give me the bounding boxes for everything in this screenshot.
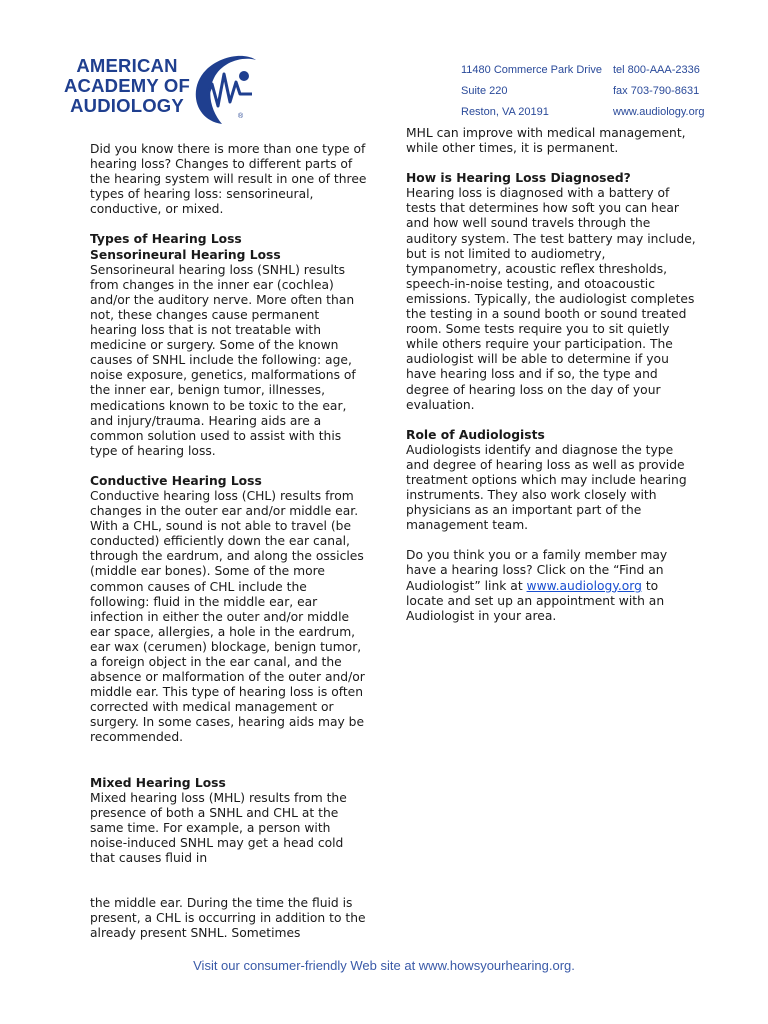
address-line: Reston, VA 20191 (461, 106, 549, 118)
cta-text: Do you think you or a family member may have a hearing loss? Click on the “Find an Audiologist” link at (406, 548, 668, 593)
soundwave-logo-icon (192, 54, 258, 126)
call-to-action-paragraph (406, 548, 696, 623)
diagnosis-heading: How is Hearing Loss Diagnosed? (406, 171, 631, 186)
intro-paragraph: Did you know there is more than one type of hearing loss? Changes to different parts of the hearing system will result in one of three types of hearing loss: sensorineural, conductive, or mixed. (90, 142, 367, 217)
snhl-heading: Sensorineural Hearing Loss (90, 247, 281, 262)
left-column (90, 142, 370, 941)
organization-logo (52, 56, 252, 124)
logo-trademark: ® (238, 113, 244, 120)
right-column (406, 126, 696, 624)
footer-banner: Visit our consumer-friendly Web site at www.howsyourhearing.org. (193, 958, 575, 973)
mhl-heading: Mixed Hearing Loss (90, 775, 226, 790)
mhl-continuation: MHL can improve with medical management, while other times, it is permanent. (406, 126, 686, 156)
fax-number: fax 703-790-8631 (613, 85, 700, 97)
mhl-paragraph-continued: the middle ear. During the time the fluid is present, a CHL is occurring in addition to the already present SNHL. Sometimes (90, 896, 366, 941)
logo-wordmark (52, 56, 202, 116)
audiology-website-link[interactable]: www.audiology.org (526, 578, 642, 593)
snhl-paragraph: Sensorineural hearing loss (SNHL) results from changes in the inner ear (cochlea) and/or the auditory nerve. More often than not, these changes cause permanent hearing loss that is not treatable with medicine or surgery. Some of the known causes of SNHL include the following: age, noise exposure, genetics, malformations of the inner ear, benign tumor, illnesses, medications known to be toxic to the ear, and injury/trauma. Hearing aids are a common solution used to assist with this type of hearing loss. (90, 262, 356, 458)
role-heading: Role of Audiologists (406, 427, 545, 442)
chl-heading: Conductive Hearing Loss (90, 473, 262, 488)
diagnosis-paragraph: Hearing loss is diagnosed with a battery of tests that determines how soft you can hear and how well sound travels through the auditory system. The test battery may include, but is not limited to audiometry, tympanometry, acoustic reflex thresholds, speech-in-noise testing, and otoacoustic emissions. Typically, the audiologist completes the testing in a sound booth or sound treated room. Some tests require you to sit quietly while others require your participation. The audiologist will be able to determine if you have hearing loss and if so, the type and degree of hearing loss on the day of your evaluation. (406, 186, 696, 412)
cta-text-end: to locate and set up an appointment with an Audiologist in your area. (406, 578, 665, 623)
chl-paragraph: Conductive hearing loss (CHL) results from changes in the outer ear and/or middle ear. With a CHL, sound is not able to travel (be conducted) efficiently down the ear canal, through the eardrum, and along the ossicles (middle ear bones). Some of the more common causes of CHL include the following: fluid in the middle ear, ear infection in either the outer and/or middle ear space, allergies, a hole in the eardrum, ear wax (cerumen) blockage, benign tumor, a foreign object in the ear canal, and the absence or malformation of the outer and/or middle ear. This type of hearing loss is often corrected with medical management or surgery. In some cases, hearing aids may be recommended. (90, 488, 365, 745)
logo-line-1: AMERICAN (76, 55, 178, 76)
address-line: Suite 220 (461, 85, 508, 97)
phone-number: tel 800-AAA-2336 (613, 64, 700, 76)
website-url: www.audiology.org (613, 106, 705, 118)
contact-block (613, 60, 705, 123)
logo-line-2: ACADEMY OF (63, 75, 191, 96)
mhl-paragraph: Mixed hearing loss (MHL) results from the presence of both a SNHL and CHL at the same time. For example, a person with noise-induced SNHL may get a head cold that causes fluid in (90, 790, 347, 866)
address-line: 11480 Commerce Park Drive (461, 64, 603, 76)
address-block (461, 60, 602, 123)
logo-line-3: AUDIOLOGY (70, 95, 184, 116)
types-heading: Types of Hearing Loss (90, 232, 242, 247)
role-paragraph: Audiologists identify and diagnose the type and degree of hearing loss as well as provide treatment options which may include hearing instruments. They also work closely with physicians as an important part of the management team. (406, 442, 687, 533)
